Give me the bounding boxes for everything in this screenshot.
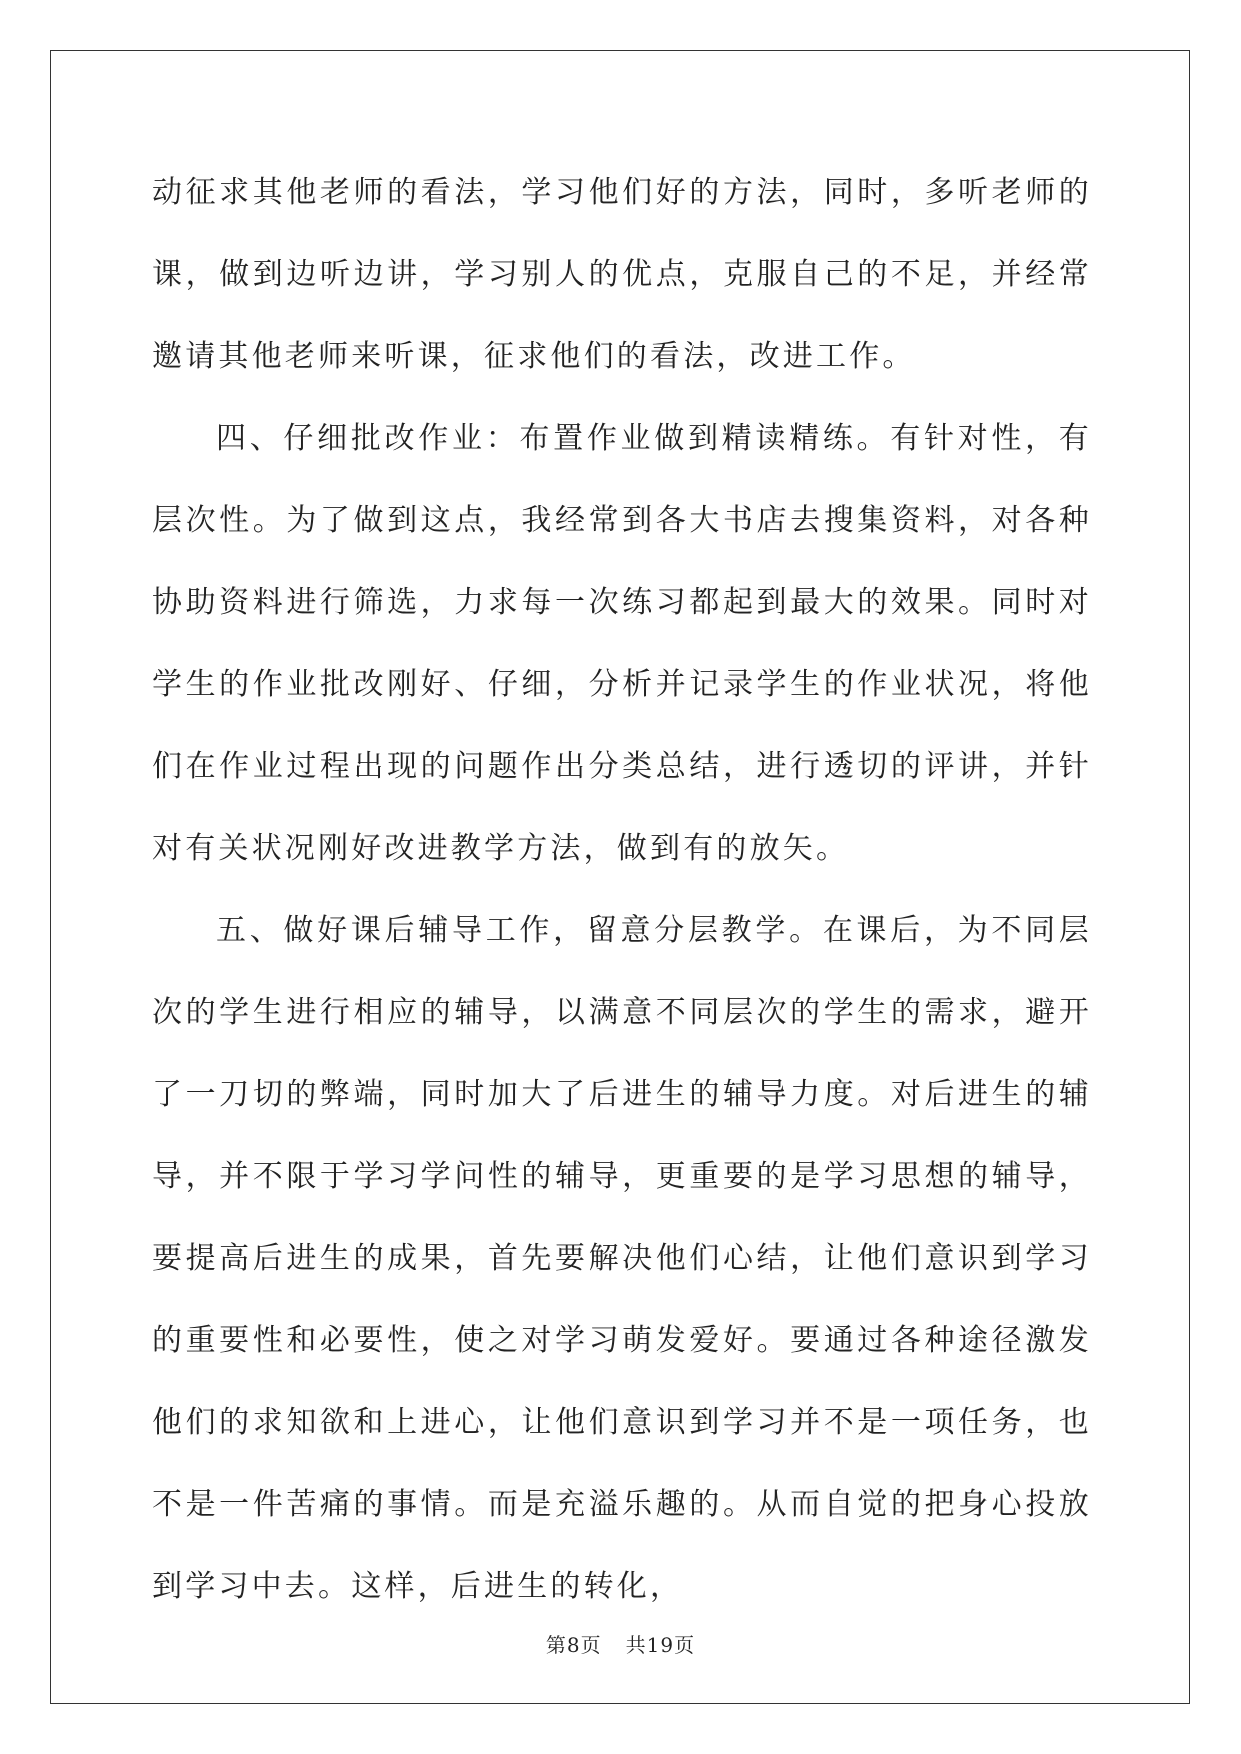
page-footer	[0, 1629, 1241, 1658]
paragraph-continued: 动征求其他老师的看法，学习他们好的方法，同时，多听老师的课，做到边听边讲，学习别人的优点，克服自己的不足，并经常邀请其他老师来听课，征求他们的看法，改进工作。	[152, 175, 1092, 374]
document-body	[152, 152, 1092, 1628]
current-page-number: 第8页	[545, 1633, 602, 1657]
paragraph-section-four: 四、仔细批改作业：布置作业做到精读精练。有针对性，有层次性。为了做到这点，我经常到各大书店去搜集资料，对各种协助资料进行筛选，力求每一次练习都起到最大的效果。同时对学生的作业批改刚好、仔细，分析并记录学生的作业状况，将他们在作业过程出现的问题作出分类总结，进行透切的评讲，并针对有关状况刚好改进教学方法，做到有的放矢。	[152, 421, 1092, 866]
paragraph-section-five: 五、做好课后辅导工作，留意分层教学。在课后，为不同层次的学生进行相应的辅导，以满意不同层次的学生的需求，避开了一刀切的弊端，同时加大了后进生的辅导力度。对后进生的辅导，并不限于学习学问性的辅导，更重要的是学习思想的辅导，要提高后进生的成果，首先要解决他们心结，让他们意识到学习的重要性和必要性，使之对学习萌发爱好。要通过各种途径激发他们的求知欲和上进心，让他们意识到学习并不是一项任务，也不是一件苦痛的事情。而是充溢乐趣的。从而自觉的把身心投放到学习中去。这样，后进生的转化，	[152, 913, 1092, 1604]
total-pages: 共19页	[625, 1633, 696, 1657]
